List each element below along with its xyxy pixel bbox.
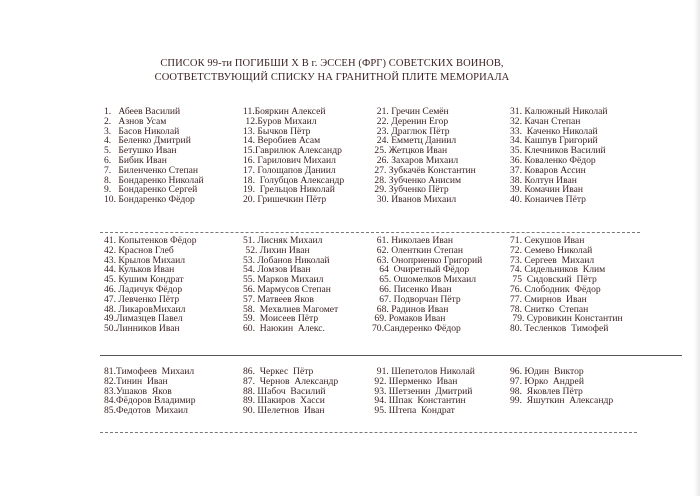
list-item: 61. Николаев Иван	[372, 235, 454, 246]
list-item: 86. Черкес Пётр	[243, 366, 314, 377]
list-item: 29. Зубченко Пётр	[372, 184, 449, 196]
list-item: 16. Гарилович Михаил	[243, 154, 336, 166]
list-item: 58. Мехвлиев Магомет	[243, 303, 339, 315]
list-item: 18. Голубцов Александр	[243, 174, 345, 186]
list-item: 83.Ушаков Яков	[104, 385, 172, 397]
list-item: 97. Юрко Андрей	[510, 375, 584, 387]
names-column	[104, 236, 197, 334]
list-item: 39. Комачин Иван	[510, 184, 584, 196]
names-column	[510, 367, 613, 406]
list-item: 79. Суровикин Константин	[510, 313, 623, 325]
list-item: 76. Слободник Фёдор	[510, 283, 601, 295]
list-item: 98. Яковлев Пётр	[510, 385, 583, 397]
list-item: 73. Сергеев Михаил	[510, 254, 595, 266]
list-item: 54. Ломзов Иван	[243, 264, 311, 276]
list-item: 40. Конаичев Пётр	[510, 194, 586, 206]
list-item: 42. Краснов Глеб	[104, 244, 174, 256]
names-column	[372, 236, 482, 334]
list-item: 53. Лобанов Николай	[243, 254, 330, 266]
list-item: 75 Сидовский Пётр	[510, 274, 597, 286]
list-item: 32. Качан Степан	[510, 115, 581, 127]
list-item: 4. Беленко Дмитрий	[104, 135, 191, 147]
list-item: 59. Моисеев Пётр	[243, 313, 319, 325]
list-item: 87. Чернов Александр	[243, 375, 339, 387]
names-column	[510, 236, 623, 334]
list-item: 57. Матвеев Яков	[243, 293, 314, 305]
list-item: 80. Тесленков Тимофей	[510, 323, 609, 335]
list-item: 37. Коваров Ассин	[510, 164, 586, 176]
list-item: 3. Басов Николай	[104, 125, 180, 137]
list-item: 94. Шпак Константин	[372, 395, 466, 407]
document-title-line-2: СООТВЕТСТВУЮЩИЙ СПИСКУ НА ГРАНИТНОЙ ПЛИТЕ МЕМОРИАЛА	[154, 72, 510, 83]
list-item: 64 Очиретный Фёдор	[372, 264, 470, 276]
list-item: 13. Бычков Пётр	[243, 125, 311, 137]
solid-divider	[100, 355, 682, 356]
list-item: 69. Ромаков Иван	[372, 313, 446, 325]
list-item: 71. Секушов Иван	[510, 235, 585, 246]
dashed-divider	[100, 232, 640, 233]
names-column	[104, 107, 204, 205]
list-item: 55. Марков Михаил	[243, 274, 324, 286]
scan-edge-shadow	[694, 0, 700, 496]
list-item: 25. Жетцков Иван	[372, 145, 448, 157]
list-item: 92. Шерменко Иван	[372, 375, 458, 387]
list-item: 20. Гришечкин Пётр	[243, 194, 327, 206]
list-item: 36. Коваленко Фёдор	[510, 154, 596, 166]
names-column	[243, 107, 344, 205]
list-item: 67. Подворчан Пётр	[372, 293, 461, 305]
names-column	[372, 367, 475, 416]
list-item: 12.Буров Михаил	[243, 115, 317, 127]
list-item: 45. Кушим Кондрат	[104, 274, 184, 286]
list-item: 33. Каченко Николай	[510, 125, 598, 137]
list-item: 70.Сандеренко Фёдор	[372, 323, 461, 335]
list-item: 44. Кульков Иван	[104, 264, 175, 276]
list-item: 91. Шепетолов Николай	[372, 366, 475, 377]
list-item: 47. Левченко Пётр	[104, 293, 180, 305]
list-item: 22. Деренин Егор	[372, 115, 449, 127]
list-item: 19. Грельцов Николай	[243, 184, 335, 196]
list-item: 52. Лихин Иван	[243, 244, 310, 256]
list-item: 8. Бондаренко Николай	[104, 174, 204, 186]
list-item: 28. Зубченко Анисим	[372, 174, 462, 186]
list-item: 49.Лимазцев Павел	[104, 313, 183, 325]
list-item: 68. Радинов Иван	[372, 303, 449, 315]
list-item: 93. Шетзенин Дмитрий	[372, 385, 473, 397]
list-item: 62. Оленткин Степан	[372, 244, 464, 256]
list-item: 43. Крылов Михаил	[104, 254, 186, 266]
list-item: 7. Биленченко Степан	[104, 164, 199, 176]
list-item: 85.Федотов Михаил	[104, 405, 188, 417]
list-item: 89. Шакиров Хасси	[243, 395, 325, 407]
list-item: 46. Ладичук Фёдор	[104, 283, 183, 295]
list-item: 65. Ошомелков Михаил	[372, 274, 477, 286]
list-item: 48. ЛикаровМихаил	[104, 303, 186, 315]
list-item: 66. Писенко Иван	[372, 283, 452, 295]
list-item: 27. Зубкачёв Константин	[372, 164, 476, 176]
list-item: 31. Калюжный Николай	[510, 106, 608, 117]
list-item: 14. Веробиев Асам	[243, 135, 321, 147]
list-item: 35. Клечников Василий	[510, 145, 606, 157]
list-item: 81.Тимофеев Михаил	[104, 366, 195, 377]
names-column	[510, 107, 608, 205]
list-item: 26. Захаров Михаил	[372, 154, 459, 166]
list-item: 96. Юдин Виктор	[510, 366, 584, 377]
list-item: 21. Гречин Семён	[372, 106, 449, 117]
list-item: 90. Шелетнов Иван	[243, 405, 325, 417]
list-item: 24. Емметц Даниил	[372, 135, 457, 147]
list-item: 9. Бондаренко Сергей	[104, 184, 198, 196]
list-item: 5. Бетушко Иван	[104, 145, 177, 157]
list-item: 41. Копытенков Фёдор	[104, 235, 197, 246]
list-item: 50.Линников Иван	[104, 323, 180, 335]
list-item: 38. Колтун Иван	[510, 174, 577, 186]
list-item: 88. Шабоч Василий	[243, 385, 326, 397]
names-column	[104, 367, 196, 416]
names-column	[372, 107, 476, 205]
list-item: 2. Азнов Усам	[104, 115, 167, 127]
list-item: 63. Оноприенко Григорий	[372, 254, 483, 266]
list-item: 23. Драглюк Пётр	[372, 125, 450, 137]
list-item: 74. Сидельников Клим	[510, 264, 606, 276]
list-item: 56. Мармусов Степан	[243, 283, 331, 295]
names-column	[243, 236, 338, 334]
list-item: 17. Голощапов Даниил	[243, 164, 336, 176]
list-item: 51. Лисняк Михаил	[243, 235, 323, 246]
list-item: 84.Фёдоров Владимир	[104, 395, 196, 407]
list-item: 11.Бояркин Алексей	[243, 106, 326, 117]
list-item: 72. Семево Николай	[510, 244, 593, 256]
dashed-divider	[100, 432, 637, 433]
list-item: 82.Тинин Иван	[104, 375, 168, 387]
names-column	[243, 367, 338, 416]
document-title-line-1: СПИСОК 99-ти ПОГИБШИ Х В г. ЭССЕН (ФРГ) СОВЕТСКИХ ВОИНОВ,	[160, 58, 504, 69]
list-item: 99. Яшуткин Александр	[510, 395, 614, 407]
list-item: 10. Бондаренко Фёдор	[104, 194, 195, 206]
list-item: 77. Смирнов Иван	[510, 293, 587, 305]
list-item: 34. Кашпув Григорий	[510, 135, 598, 147]
list-item: 6. Бибик Иван	[104, 154, 167, 166]
list-item: 15.Гаврилюк Александр	[243, 145, 342, 157]
list-item: 78. Снитко Степан	[510, 303, 589, 315]
list-item: 30. Иванов Михаил	[372, 194, 457, 206]
list-item: 60. Наюкин Алекс.	[243, 323, 325, 335]
list-item: 1. Абеев Василий	[104, 106, 181, 117]
list-item: 95. Штепа Кондрат	[372, 405, 455, 417]
